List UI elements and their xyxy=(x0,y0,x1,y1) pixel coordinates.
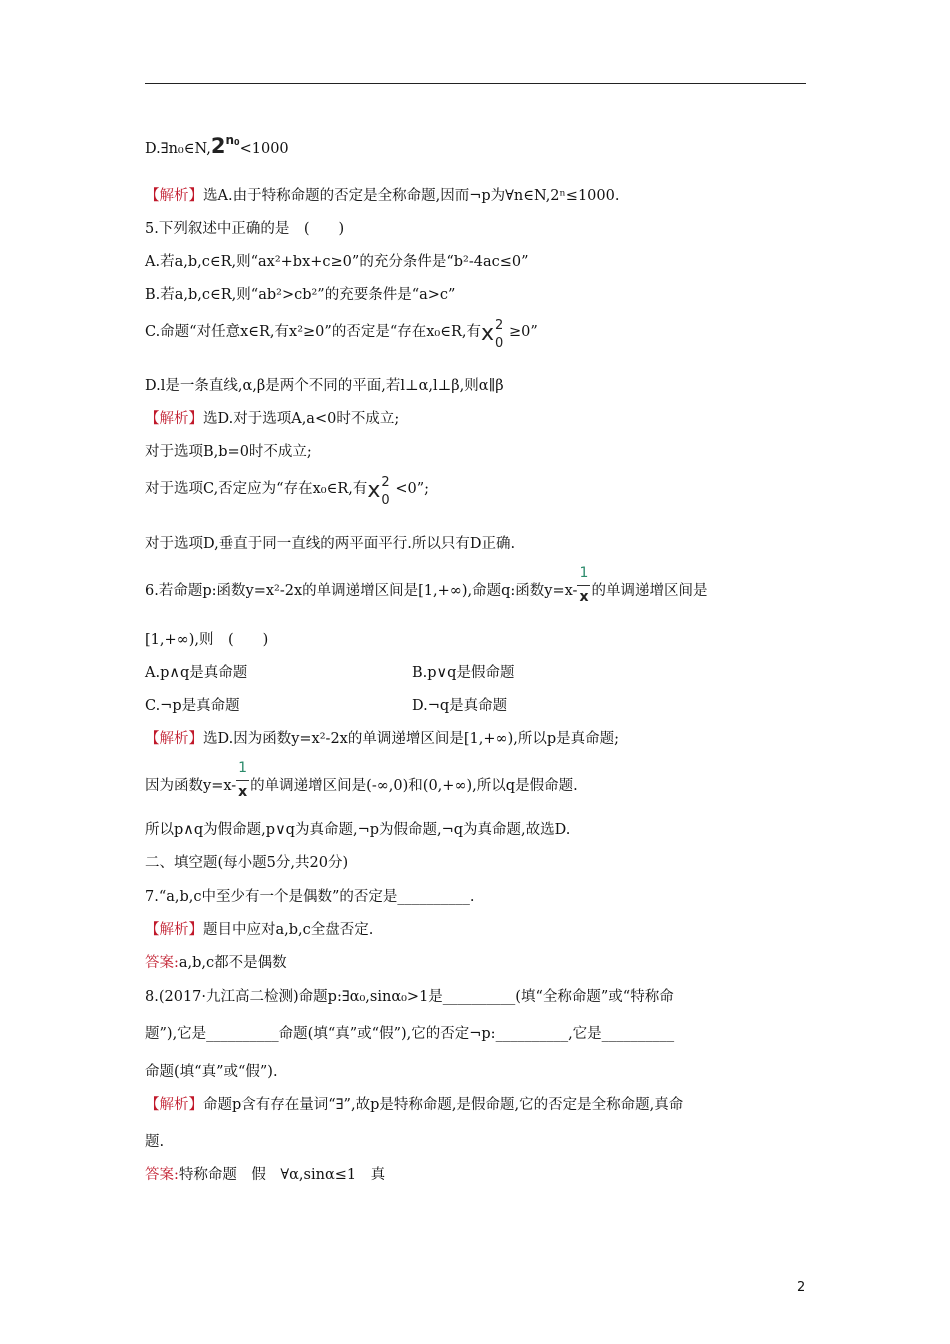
question-5-option-d: D.l是一条直线,α,β是两个不同的平面,若l⊥α,l⊥β,则α∥β xyxy=(145,378,504,394)
jiexi-label: 【解析】 xyxy=(145,188,203,204)
option-d-prefix: D.∃n₀∈N, xyxy=(145,141,211,157)
answer-6-line-2 xyxy=(145,760,578,800)
question-6-option-c: C.¬p是真命题 xyxy=(145,698,240,714)
daan-label: 答案: xyxy=(145,1167,179,1183)
answer-5-line-1 xyxy=(145,409,399,429)
x0-squared: x 2 0 xyxy=(367,475,390,508)
question-6-continued: [1,+∞),则 ( ) xyxy=(145,632,269,648)
fraction-1-over-x: $\frac{1}{x}$ xyxy=(579,565,589,605)
question-6-suffix: 的单调递增区间是 xyxy=(591,583,708,599)
answer-5-line-4: 对于选项D,垂直于同一直线的两平面平行.所以只有D正确. xyxy=(145,536,516,552)
fraction-1-over-x: $\frac{1}{x}$ xyxy=(238,760,248,800)
question-6-option-d: D.¬q是真命题 xyxy=(412,698,508,714)
question-8-line-2: 题”),它是__________命题(填“真”或“假”),它的否定¬p:__________,它是__________ xyxy=(145,1026,675,1042)
header-rule xyxy=(145,83,806,84)
page-number: 2 xyxy=(797,1280,806,1295)
answer-8 xyxy=(145,1165,385,1185)
option-d-suffix: <1000 xyxy=(239,141,289,157)
answer-6-line-3: 所以p∧q为假命题,p∨q为真命题,¬p为假命题,¬q为真命题,故选D. xyxy=(145,822,571,838)
answer-6-2-suffix: 的单调递增区间是(-∞,0)和(0,+∞),所以q是假命题. xyxy=(250,778,578,794)
answer-7-text: 题目中应对a,b,c全盘否定. xyxy=(203,922,374,938)
answer-4 xyxy=(145,186,619,206)
section-heading-fill-in: 二、填空题(每小题5分,共20分) xyxy=(145,855,349,871)
answer-5-3-prefix: 对于选项C,否定应为“存在x₀∈R,有 xyxy=(145,481,368,497)
question-8-line-1: 8.(2017·九江高二检测)命题p:∃α₀,sinα₀>1是__________(填“全称命题”或“特称命 xyxy=(145,989,674,1005)
power-2-n0: $2^{n0}$ xyxy=(210,133,240,158)
question-6-option-b: B.p∨q是假命题 xyxy=(412,665,515,681)
question-5-option-b: B.若a,b,c∈R,则“ab²>cb²”的充要条件是“a>c” xyxy=(145,287,456,303)
answer-6-2-prefix: 因为函数y=x- xyxy=(145,778,237,794)
question-8-line-3: 命题(填“真”或“假”). xyxy=(145,1064,278,1080)
question-5-option-a: A.若a,b,c∈R,则“ax²+bx+c≥0”的充分条件是“b²-4ac≤0” xyxy=(145,254,529,270)
question-5-option-c xyxy=(145,318,538,351)
answer-7-value: a,b,c都不是偶数 xyxy=(178,955,287,971)
question-5: 5.下列叙述中正确的是 ( ) xyxy=(145,221,345,237)
question-7: 7.“a,b,c中至少有一个是偶数”的否定是__________. xyxy=(145,889,475,905)
answer-8-line-2: 题. xyxy=(145,1134,165,1150)
jiexi-label: 【解析】 xyxy=(145,731,203,747)
x0-squared: x 2 0 xyxy=(480,318,504,351)
option-d-line xyxy=(145,130,289,159)
question-6-options-ab xyxy=(145,663,247,683)
jiexi-label: 【解析】 xyxy=(145,1097,203,1113)
option-c-prefix: C.命题“对任意x∈R,有x²≥0”的否定是“存在x₀∈R,有 xyxy=(145,324,481,340)
answer-5-text-1: 选D.对于选项A,a<0时不成立; xyxy=(203,411,400,427)
answer-6-text-1: 选D.因为函数y=x²-2x的单调递增区间是[1,+∞),所以p是真命题; xyxy=(203,731,620,747)
jiexi-label: 【解析】 xyxy=(145,411,203,427)
question-6-prefix: 6.若命题p:函数y=x²-2x的单调递增区间是[1,+∞),命题q:函数y=x- xyxy=(145,583,578,599)
answer-5-line-3 xyxy=(145,475,430,508)
answer-5-line-2: 对于选项B,b=0时不成立; xyxy=(145,444,312,460)
answer-8-text-1: 命题p含有存在量词“∃”,故p是特称命题,是假命题,它的否定是全称命题,真命 xyxy=(203,1097,684,1113)
answer-6-line-1 xyxy=(145,729,619,749)
answer-5-3-suffix: <0”; xyxy=(395,481,430,497)
question-6-option-a: A.p∧q是真命题 xyxy=(145,665,248,681)
question-6 xyxy=(145,565,708,605)
answer-4-text: 选A.由于特称命题的否定是全称命题,因而¬p为∀n∈N,2ⁿ≤1000. xyxy=(203,188,620,204)
answer-8-value: 特称命题 假 ∀α,sinα≤1 真 xyxy=(178,1167,386,1183)
answer-7 xyxy=(145,953,287,973)
answer-7-explanation xyxy=(145,920,373,940)
answer-8-line-1 xyxy=(145,1095,683,1115)
option-c-suffix: ≥0” xyxy=(508,324,538,340)
jiexi-label: 【解析】 xyxy=(145,922,203,938)
daan-label: 答案: xyxy=(145,955,179,971)
